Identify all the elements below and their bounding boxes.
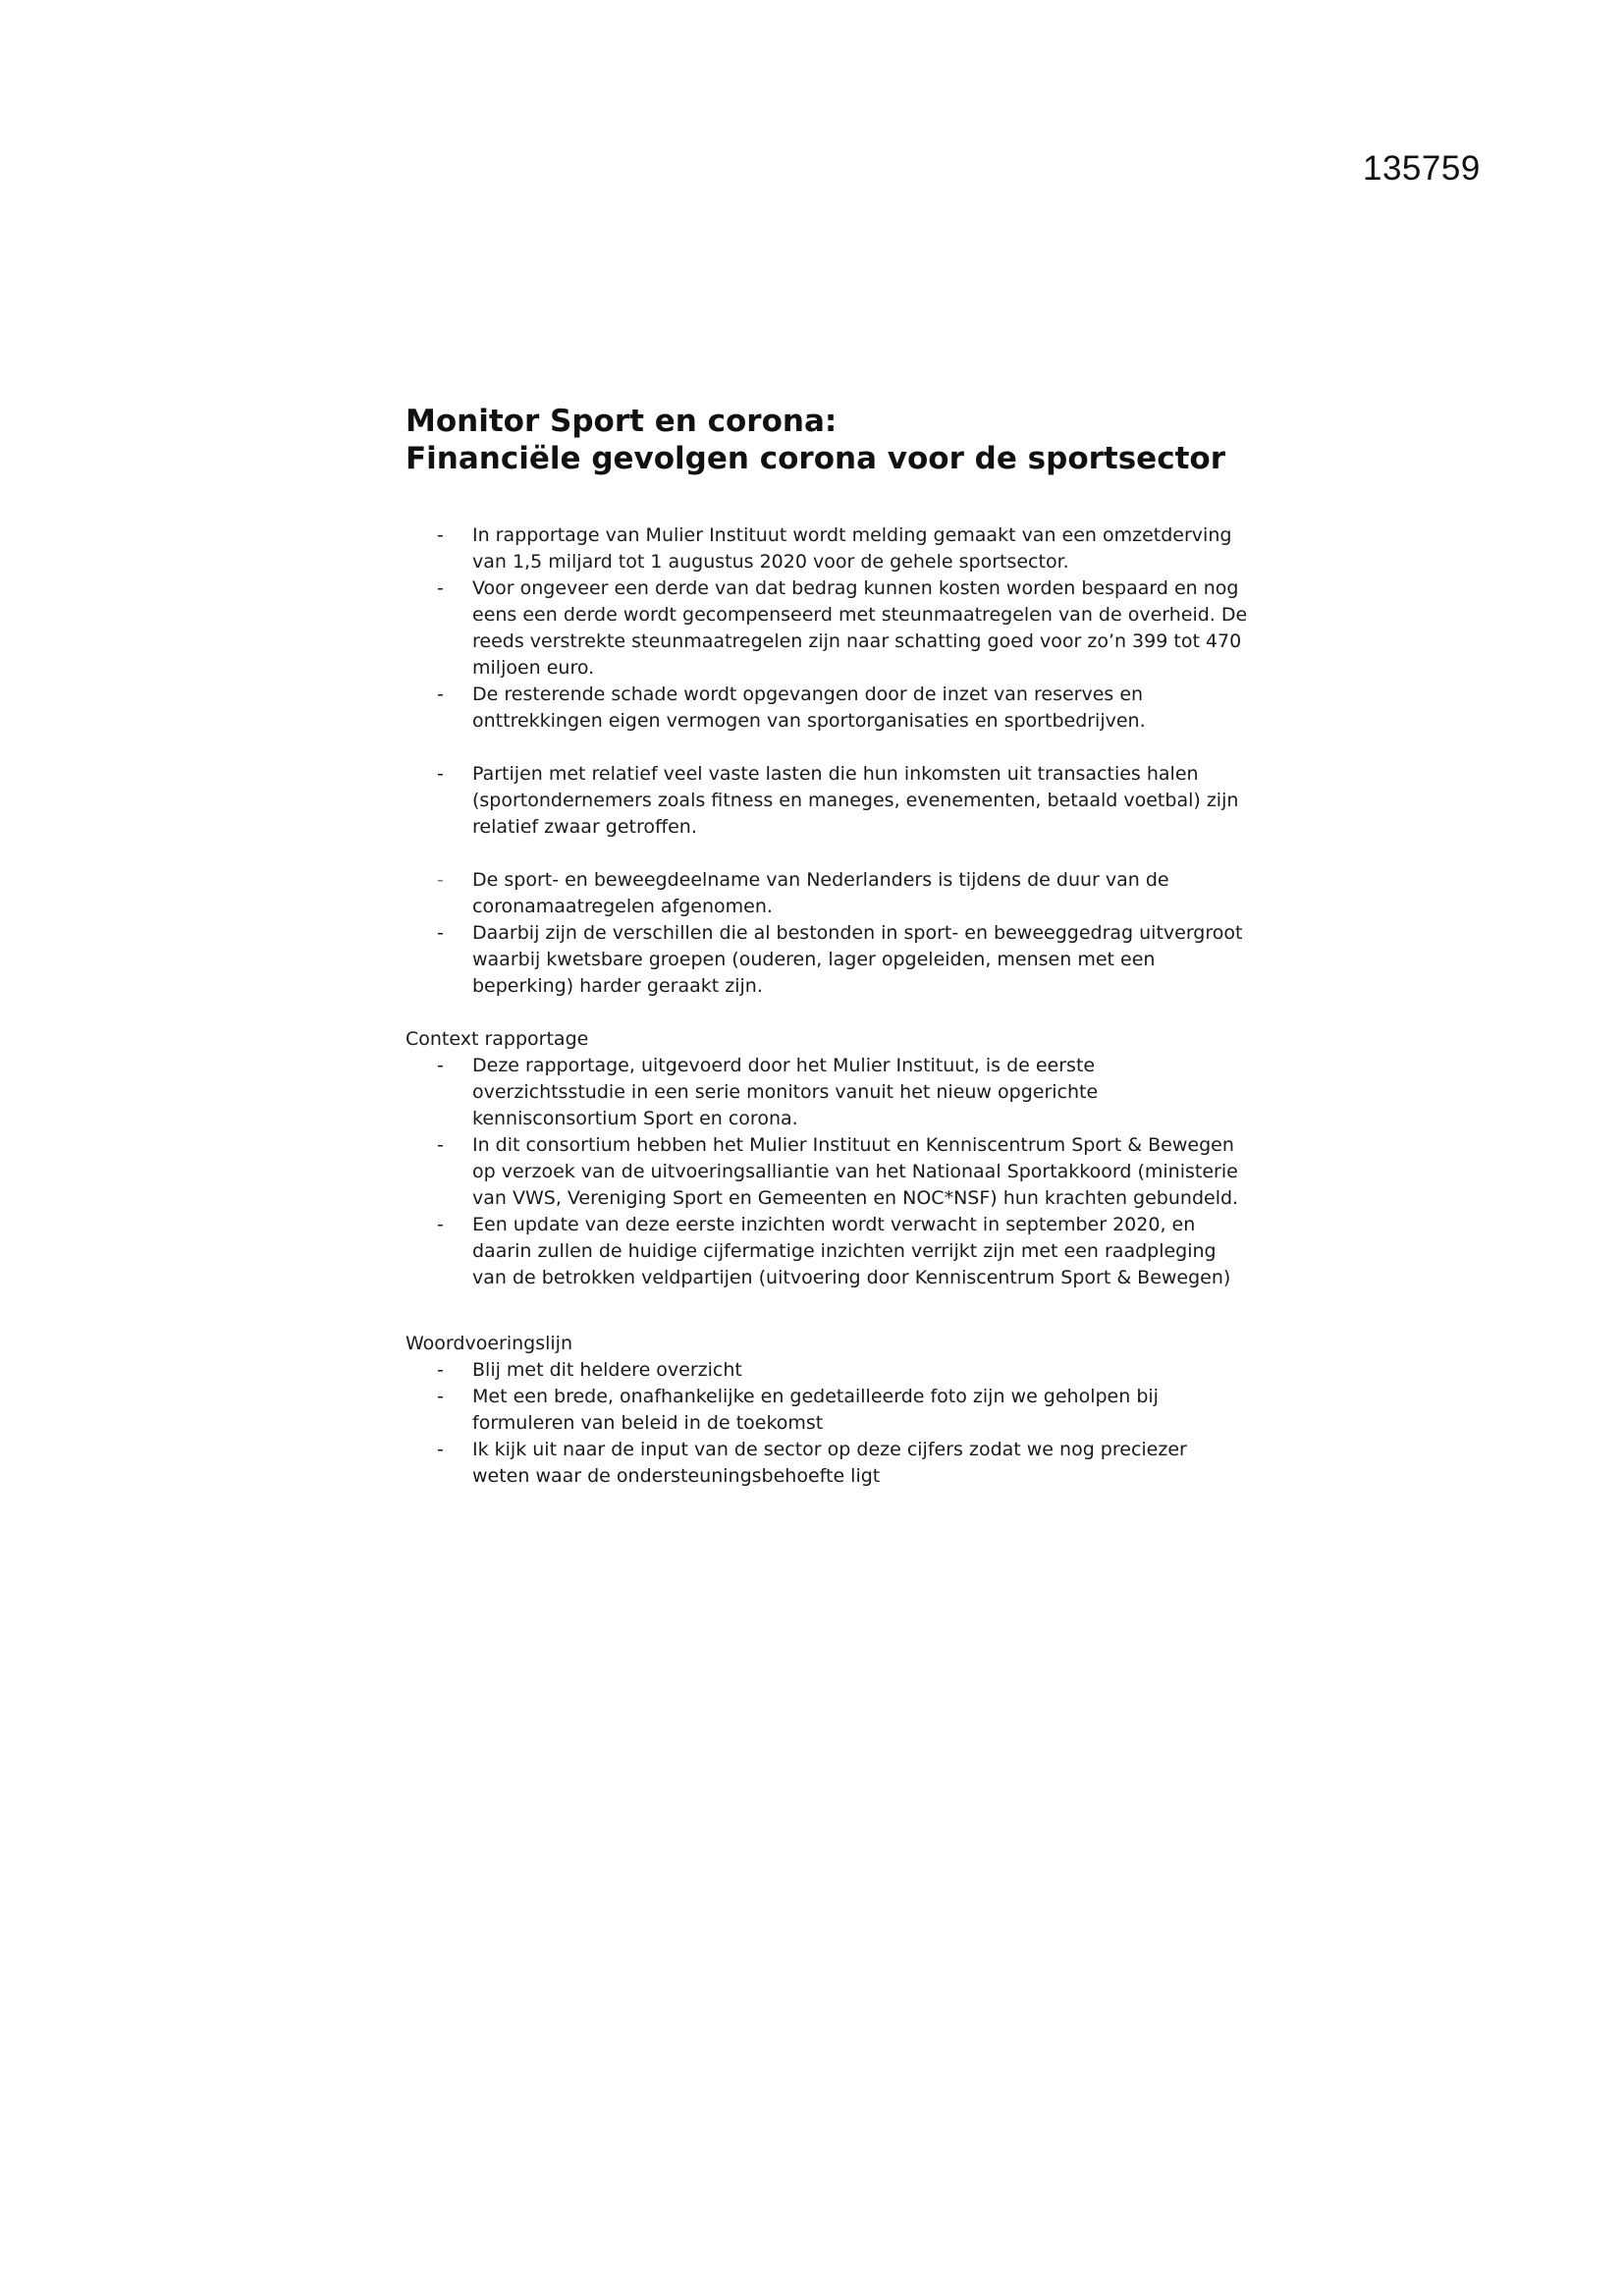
woordvoering-section: [406, 1331, 1250, 1490]
context-section: [406, 1026, 1250, 1291]
document-body: [406, 403, 1250, 1490]
summary-list-2: [406, 761, 1250, 841]
list-item: - Voor ongeveer een derde van dat bedrag kunnen kosten worden bespaard en nog eens een derde wordt gecompenseerd met steunmaatregelen van de overheid. De reeds verstrekte steunmaatregelen zijn naar schatting goed voor zo’n 399 tot 470 miljoen euro.: [406, 575, 1250, 682]
list-item: - Ik kijk uit naar de input van de sector op deze cijfers zodat we nog preciezer weten waar de ondersteuningsbehoefte ligt: [406, 1437, 1250, 1490]
list-item: - Blij met dit heldere overzicht: [406, 1357, 1250, 1384]
context-heading: Context rapportage: [406, 1028, 589, 1050]
summary-list-1: [406, 522, 1250, 735]
list-item: - Een update van deze eerste inzichten wordt verwacht in september 2020, en daarin zullen de huidige cijfermatige inzichten verrijkt zijn met een raadpleging van de betrokken veldpartijen (uitvoering door Kenniscentrum Sport & Bewegen): [406, 1212, 1250, 1291]
list-item: - In rapportage van Mulier Instituut wordt melding gemaakt van een omzetderving van 1,5 miljard tot 1 augustus 2020 voor de gehele sportsector.: [406, 522, 1250, 575]
summary-list-3: [406, 867, 1250, 1000]
list-item: - Daarbij zijn de verschillen die al bestonden in sport- en beweeggedrag uitvergroot waarbij kwetsbare groepen (ouderen, lager opgeleiden, mensen met een beperking) harder geraakt zijn.: [406, 920, 1250, 1000]
document-title: [406, 403, 1250, 477]
list-item: - De resterende schade wordt opgevangen door de inzet van reserves en onttrekkingen eigen vermogen van sportorganisaties en sportbedrijven.: [406, 682, 1250, 735]
woordvoering-list: [406, 1357, 1250, 1490]
summary-section: [406, 522, 1250, 1490]
title-line-1: Monitor Sport en corona:: [406, 404, 838, 439]
context-list: [406, 1053, 1250, 1291]
title-line-2: Financiële gevolgen corona voor de sportsector: [406, 441, 1225, 476]
list-item: - Partijen met relatief veel vaste lasten die hun inkomsten uit transacties halen (sportondernemers zoals fitness en maneges, evenementen, betaald voetbal) zijn relatief zwaar getroffen.: [406, 761, 1250, 841]
list-item: - Deze rapportage, uitgevoerd door het Mulier Instituut, is de eerste overzichtsstudie in een serie monitors vanuit het nieuw opgerichte kennisconsortium Sport en corona.: [406, 1053, 1250, 1132]
document-number: 135759: [1363, 149, 1481, 188]
list-item: - De sport- en beweegdeelname van Nederlanders is tijdens de duur van de coronamaatregelen afgenomen.: [406, 867, 1250, 920]
list-item: - Met een brede, onafhankelijke en gedetailleerde foto zijn we geholpen bij formuleren van beleid in de toekomst: [406, 1384, 1250, 1437]
woordvoering-heading: Woordvoeringslijn: [406, 1333, 572, 1354]
list-item: - In dit consortium hebben het Mulier Instituut en Kenniscentrum Sport & Bewegen op verzoek van de uitvoeringsalliantie van het Nationaal Sportakkoord (ministerie van VWS, Vereniging Sport en Gemeenten en NOC*NSF) hun krachten gebundeld.: [406, 1132, 1250, 1212]
